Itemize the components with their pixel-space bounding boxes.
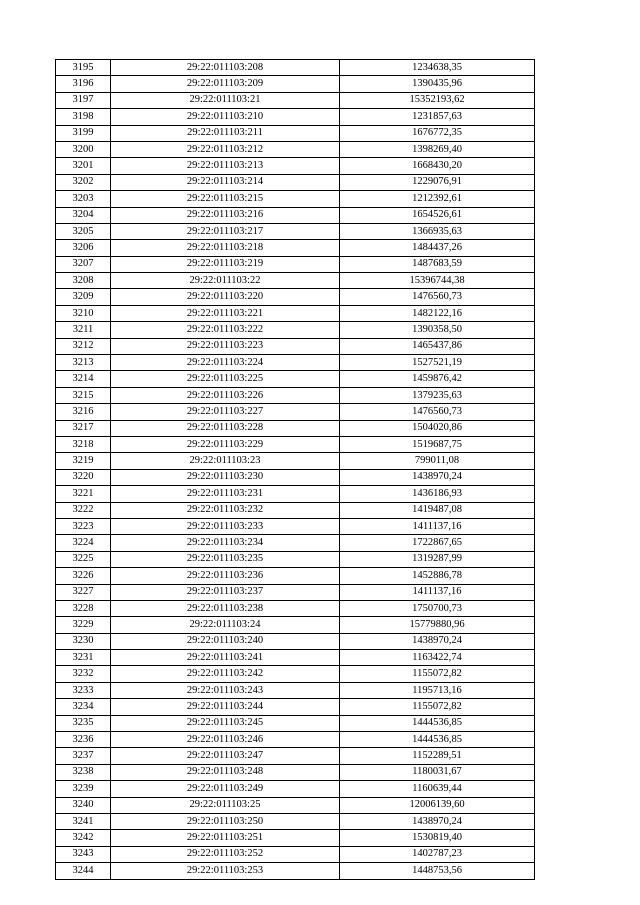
cadastral-value-cell: 1398269,40 bbox=[340, 141, 535, 157]
cadastral-number-cell: 29:22:011103:241 bbox=[111, 650, 340, 666]
cadastral-number-cell: 29:22:011103:219 bbox=[111, 256, 340, 272]
table-row bbox=[56, 240, 535, 256]
cadastral-number-cell: 29:22:011103:245 bbox=[111, 715, 340, 731]
cadastral-value-cell: 1212392,61 bbox=[340, 191, 535, 207]
cadastral-number-cell: 29:22:011103:248 bbox=[111, 764, 340, 780]
cadastral-number-cell: 29:22:011103:221 bbox=[111, 305, 340, 321]
cadastral-value-cell: 1504020,86 bbox=[340, 420, 535, 436]
cadastral-number-cell: 29:22:011103:229 bbox=[111, 436, 340, 452]
table-row bbox=[56, 813, 535, 829]
cadastral-value-cell: 1229076,91 bbox=[340, 174, 535, 190]
cadastral-number-cell: 29:22:011103:240 bbox=[111, 633, 340, 649]
table-row bbox=[56, 191, 535, 207]
row-number-cell: 3218 bbox=[56, 436, 111, 452]
row-number-cell: 3223 bbox=[56, 518, 111, 534]
cadastral-value-cell: 1444536,85 bbox=[340, 732, 535, 748]
cadastral-number-cell: 29:22:011103:214 bbox=[111, 174, 340, 190]
cadastral-value-cell: 1668430,20 bbox=[340, 158, 535, 174]
cadastral-number-cell: 29:22:011103:224 bbox=[111, 355, 340, 371]
cadastral-number-cell: 29:22:011103:212 bbox=[111, 141, 340, 157]
cadastral-value-cell: 1411137,16 bbox=[340, 584, 535, 600]
table-row bbox=[56, 109, 535, 125]
cadastral-value-cell: 1379235,63 bbox=[340, 387, 535, 403]
row-number-cell: 3215 bbox=[56, 387, 111, 403]
cadastral-number-cell: 29:22:011103:217 bbox=[111, 223, 340, 239]
table-row bbox=[56, 420, 535, 436]
row-number-cell: 3222 bbox=[56, 502, 111, 518]
row-number-cell: 3217 bbox=[56, 420, 111, 436]
cadastral-value-cell: 1152289,51 bbox=[340, 748, 535, 764]
row-number-cell: 3197 bbox=[56, 92, 111, 108]
table-row bbox=[56, 600, 535, 616]
cadastral-number-cell: 29:22:011103:253 bbox=[111, 863, 340, 879]
row-number-cell: 3200 bbox=[56, 141, 111, 157]
cadastral-value-cell: 1676772,35 bbox=[340, 125, 535, 141]
cadastral-number-cell: 29:22:011103:225 bbox=[111, 371, 340, 387]
row-number-cell: 3243 bbox=[56, 846, 111, 862]
table-row bbox=[56, 764, 535, 780]
cadastral-number-cell: 29:22:011103:226 bbox=[111, 387, 340, 403]
table-row bbox=[56, 305, 535, 321]
cadastral-number-cell: 29:22:011103:249 bbox=[111, 781, 340, 797]
cadastral-value-cell: 1402787,23 bbox=[340, 846, 535, 862]
table-row bbox=[56, 846, 535, 862]
table-row bbox=[56, 371, 535, 387]
cadastral-number-cell: 29:22:011103:21 bbox=[111, 92, 340, 108]
row-number-cell: 3227 bbox=[56, 584, 111, 600]
table-row bbox=[56, 158, 535, 174]
row-number-cell: 3229 bbox=[56, 617, 111, 633]
cadastral-value-cell: 1444536,85 bbox=[340, 715, 535, 731]
table-row bbox=[56, 355, 535, 371]
cadastral-value-cell: 1231857,63 bbox=[340, 109, 535, 125]
table-row bbox=[56, 863, 535, 879]
cadastral-value-cell: 799011,08 bbox=[340, 453, 535, 469]
row-number-cell: 3220 bbox=[56, 469, 111, 485]
cadastral-value-cell: 1155072,82 bbox=[340, 666, 535, 682]
row-number-cell: 3233 bbox=[56, 682, 111, 698]
cadastral-number-cell: 29:22:011103:231 bbox=[111, 486, 340, 502]
cadastral-number-cell: 29:22:011103:246 bbox=[111, 732, 340, 748]
row-number-cell: 3237 bbox=[56, 748, 111, 764]
row-number-cell: 3214 bbox=[56, 371, 111, 387]
cadastral-number-cell: 29:22:011103:218 bbox=[111, 240, 340, 256]
table-row bbox=[56, 535, 535, 551]
cadastral-value-cell: 12006139,60 bbox=[340, 797, 535, 813]
table-row bbox=[56, 404, 535, 420]
cadastral-value-cell: 1476560,73 bbox=[340, 404, 535, 420]
cadastral-value-cell: 15396744,38 bbox=[340, 273, 535, 289]
cadastral-value-cell: 1160639,44 bbox=[340, 781, 535, 797]
table-row bbox=[56, 666, 535, 682]
cadastral-number-cell: 29:22:011103:213 bbox=[111, 158, 340, 174]
cadastral-number-cell: 29:22:011103:23 bbox=[111, 453, 340, 469]
table-row bbox=[56, 469, 535, 485]
row-number-cell: 3201 bbox=[56, 158, 111, 174]
cadastral-number-cell: 29:22:011103:235 bbox=[111, 551, 340, 567]
cadastral-value-cell: 1476560,73 bbox=[340, 289, 535, 305]
row-number-cell: 3216 bbox=[56, 404, 111, 420]
cadastral-number-cell: 29:22:011103:250 bbox=[111, 813, 340, 829]
table-row bbox=[56, 223, 535, 239]
cadastral-number-cell: 29:22:011103:24 bbox=[111, 617, 340, 633]
row-number-cell: 3209 bbox=[56, 289, 111, 305]
table-row bbox=[56, 76, 535, 92]
table-row bbox=[56, 699, 535, 715]
cadastral-number-cell: 29:22:011103:228 bbox=[111, 420, 340, 436]
row-number-cell: 3204 bbox=[56, 207, 111, 223]
cadastral-value-cell: 1411137,16 bbox=[340, 518, 535, 534]
cadastral-value-cell: 1465437,86 bbox=[340, 338, 535, 354]
row-number-cell: 3205 bbox=[56, 223, 111, 239]
cadastral-value-cell: 1436186,93 bbox=[340, 486, 535, 502]
table-row bbox=[56, 436, 535, 452]
row-number-cell: 3195 bbox=[56, 60, 111, 76]
table-row bbox=[56, 518, 535, 534]
cadastral-number-cell: 29:22:011103:209 bbox=[111, 76, 340, 92]
table-row bbox=[56, 387, 535, 403]
table-row bbox=[56, 174, 535, 190]
cadastral-value-cell: 1366935,63 bbox=[340, 223, 535, 239]
cadastral-number-cell: 29:22:011103:251 bbox=[111, 830, 340, 846]
cadastral-number-cell: 29:22:011103:222 bbox=[111, 322, 340, 338]
cadastral-value-cell: 1390358,50 bbox=[340, 322, 535, 338]
row-number-cell: 3198 bbox=[56, 109, 111, 125]
table-row bbox=[56, 650, 535, 666]
cadastral-number-cell: 29:22:011103:234 bbox=[111, 535, 340, 551]
row-number-cell: 3226 bbox=[56, 568, 111, 584]
cadastral-value-cell: 1438970,24 bbox=[340, 813, 535, 829]
row-number-cell: 3231 bbox=[56, 650, 111, 666]
row-number-cell: 3230 bbox=[56, 633, 111, 649]
cadastral-value-cell: 1419487,08 bbox=[340, 502, 535, 518]
cadastral-value-cell: 1487683,59 bbox=[340, 256, 535, 272]
cadastral-value-cell: 1530819,40 bbox=[340, 830, 535, 846]
table-row bbox=[56, 584, 535, 600]
cadastral-number-cell: 29:22:011103:211 bbox=[111, 125, 340, 141]
row-number-cell: 3221 bbox=[56, 486, 111, 502]
row-number-cell: 3239 bbox=[56, 781, 111, 797]
table-body bbox=[56, 60, 535, 880]
cadastral-value-cell: 1155072,82 bbox=[340, 699, 535, 715]
table-row bbox=[56, 830, 535, 846]
row-number-cell: 3212 bbox=[56, 338, 111, 354]
cadastral-number-cell: 29:22:011103:216 bbox=[111, 207, 340, 223]
cadastral-value-cell: 1448753,56 bbox=[340, 863, 535, 879]
cadastral-number-cell: 29:22:011103:22 bbox=[111, 273, 340, 289]
table-row bbox=[56, 125, 535, 141]
cadastral-number-cell: 29:22:011103:215 bbox=[111, 191, 340, 207]
cadastral-number-cell: 29:22:011103:220 bbox=[111, 289, 340, 305]
cadastral-value-cell: 1234638,35 bbox=[340, 60, 535, 76]
cadastral-number-cell: 29:22:011103:223 bbox=[111, 338, 340, 354]
table-row bbox=[56, 92, 535, 108]
table-row bbox=[56, 207, 535, 223]
row-number-cell: 3210 bbox=[56, 305, 111, 321]
cadastral-number-cell: 29:22:011103:244 bbox=[111, 699, 340, 715]
cadastral-value-cell: 1163422,74 bbox=[340, 650, 535, 666]
row-number-cell: 3207 bbox=[56, 256, 111, 272]
cadastral-number-cell: 29:22:011103:232 bbox=[111, 502, 340, 518]
cadastral-number-cell: 29:22:011103:227 bbox=[111, 404, 340, 420]
table-row bbox=[56, 273, 535, 289]
row-number-cell: 3235 bbox=[56, 715, 111, 731]
table-row bbox=[56, 633, 535, 649]
row-number-cell: 3196 bbox=[56, 76, 111, 92]
table-row bbox=[56, 797, 535, 813]
cadastral-value-cell: 1654526,61 bbox=[340, 207, 535, 223]
cadastral-number-cell: 29:22:011103:237 bbox=[111, 584, 340, 600]
table-row bbox=[56, 289, 535, 305]
row-number-cell: 3241 bbox=[56, 813, 111, 829]
cadastral-number-cell: 29:22:011103:252 bbox=[111, 846, 340, 862]
table-row bbox=[56, 338, 535, 354]
row-number-cell: 3208 bbox=[56, 273, 111, 289]
cadastral-number-cell: 29:22:011103:242 bbox=[111, 666, 340, 682]
row-number-cell: 3213 bbox=[56, 355, 111, 371]
cadastral-value-cell: 1527521,19 bbox=[340, 355, 535, 371]
cadastral-value-cell: 1438970,24 bbox=[340, 469, 535, 485]
cadastral-value-cell: 1519687,75 bbox=[340, 436, 535, 452]
table-row bbox=[56, 502, 535, 518]
row-number-cell: 3224 bbox=[56, 535, 111, 551]
cadastral-value-cell: 1195713,16 bbox=[340, 682, 535, 698]
cadastral-number-cell: 29:22:011103:230 bbox=[111, 469, 340, 485]
row-number-cell: 3244 bbox=[56, 863, 111, 879]
row-number-cell: 3203 bbox=[56, 191, 111, 207]
table-row bbox=[56, 60, 535, 76]
cadastral-value-cell: 1390435,96 bbox=[340, 76, 535, 92]
cadastral-value-table bbox=[55, 59, 535, 880]
row-number-cell: 3228 bbox=[56, 600, 111, 616]
cadastral-value-cell: 1319287,99 bbox=[340, 551, 535, 567]
cadastral-value-cell: 1482122,16 bbox=[340, 305, 535, 321]
cadastral-number-cell: 29:22:011103:243 bbox=[111, 682, 340, 698]
table-row bbox=[56, 715, 535, 731]
cadastral-value-cell: 1180031,67 bbox=[340, 764, 535, 780]
table-row bbox=[56, 781, 535, 797]
table-row bbox=[56, 748, 535, 764]
row-number-cell: 3240 bbox=[56, 797, 111, 813]
row-number-cell: 3219 bbox=[56, 453, 111, 469]
table-row bbox=[56, 486, 535, 502]
table-row bbox=[56, 568, 535, 584]
row-number-cell: 3232 bbox=[56, 666, 111, 682]
row-number-cell: 3234 bbox=[56, 699, 111, 715]
cadastral-value-cell: 15779880,96 bbox=[340, 617, 535, 633]
table-row bbox=[56, 551, 535, 567]
cadastral-number-cell: 29:22:011103:233 bbox=[111, 518, 340, 534]
row-number-cell: 3242 bbox=[56, 830, 111, 846]
cadastral-value-cell: 1750700,73 bbox=[340, 600, 535, 616]
table-row bbox=[56, 141, 535, 157]
row-number-cell: 3206 bbox=[56, 240, 111, 256]
table-row bbox=[56, 322, 535, 338]
row-number-cell: 3211 bbox=[56, 322, 111, 338]
cadastral-value-cell: 1438970,24 bbox=[340, 633, 535, 649]
cadastral-number-cell: 29:22:011103:208 bbox=[111, 60, 340, 76]
cadastral-number-cell: 29:22:011103:247 bbox=[111, 748, 340, 764]
cadastral-number-cell: 29:22:011103:238 bbox=[111, 600, 340, 616]
cadastral-value-cell: 15352193,62 bbox=[340, 92, 535, 108]
row-number-cell: 3236 bbox=[56, 732, 111, 748]
cadastral-value-cell: 1484437,26 bbox=[340, 240, 535, 256]
cadastral-value-cell: 1722867,65 bbox=[340, 535, 535, 551]
table-row bbox=[56, 682, 535, 698]
row-number-cell: 3202 bbox=[56, 174, 111, 190]
row-number-cell: 3238 bbox=[56, 764, 111, 780]
cadastral-number-cell: 29:22:011103:25 bbox=[111, 797, 340, 813]
cadastral-value-cell: 1459876,42 bbox=[340, 371, 535, 387]
row-number-cell: 3199 bbox=[56, 125, 111, 141]
table-row bbox=[56, 256, 535, 272]
table-row bbox=[56, 453, 535, 469]
cadastral-number-cell: 29:22:011103:210 bbox=[111, 109, 340, 125]
cadastral-value-cell: 1452886,78 bbox=[340, 568, 535, 584]
table-row bbox=[56, 732, 535, 748]
cadastral-number-cell: 29:22:011103:236 bbox=[111, 568, 340, 584]
row-number-cell: 3225 bbox=[56, 551, 111, 567]
table-row bbox=[56, 617, 535, 633]
